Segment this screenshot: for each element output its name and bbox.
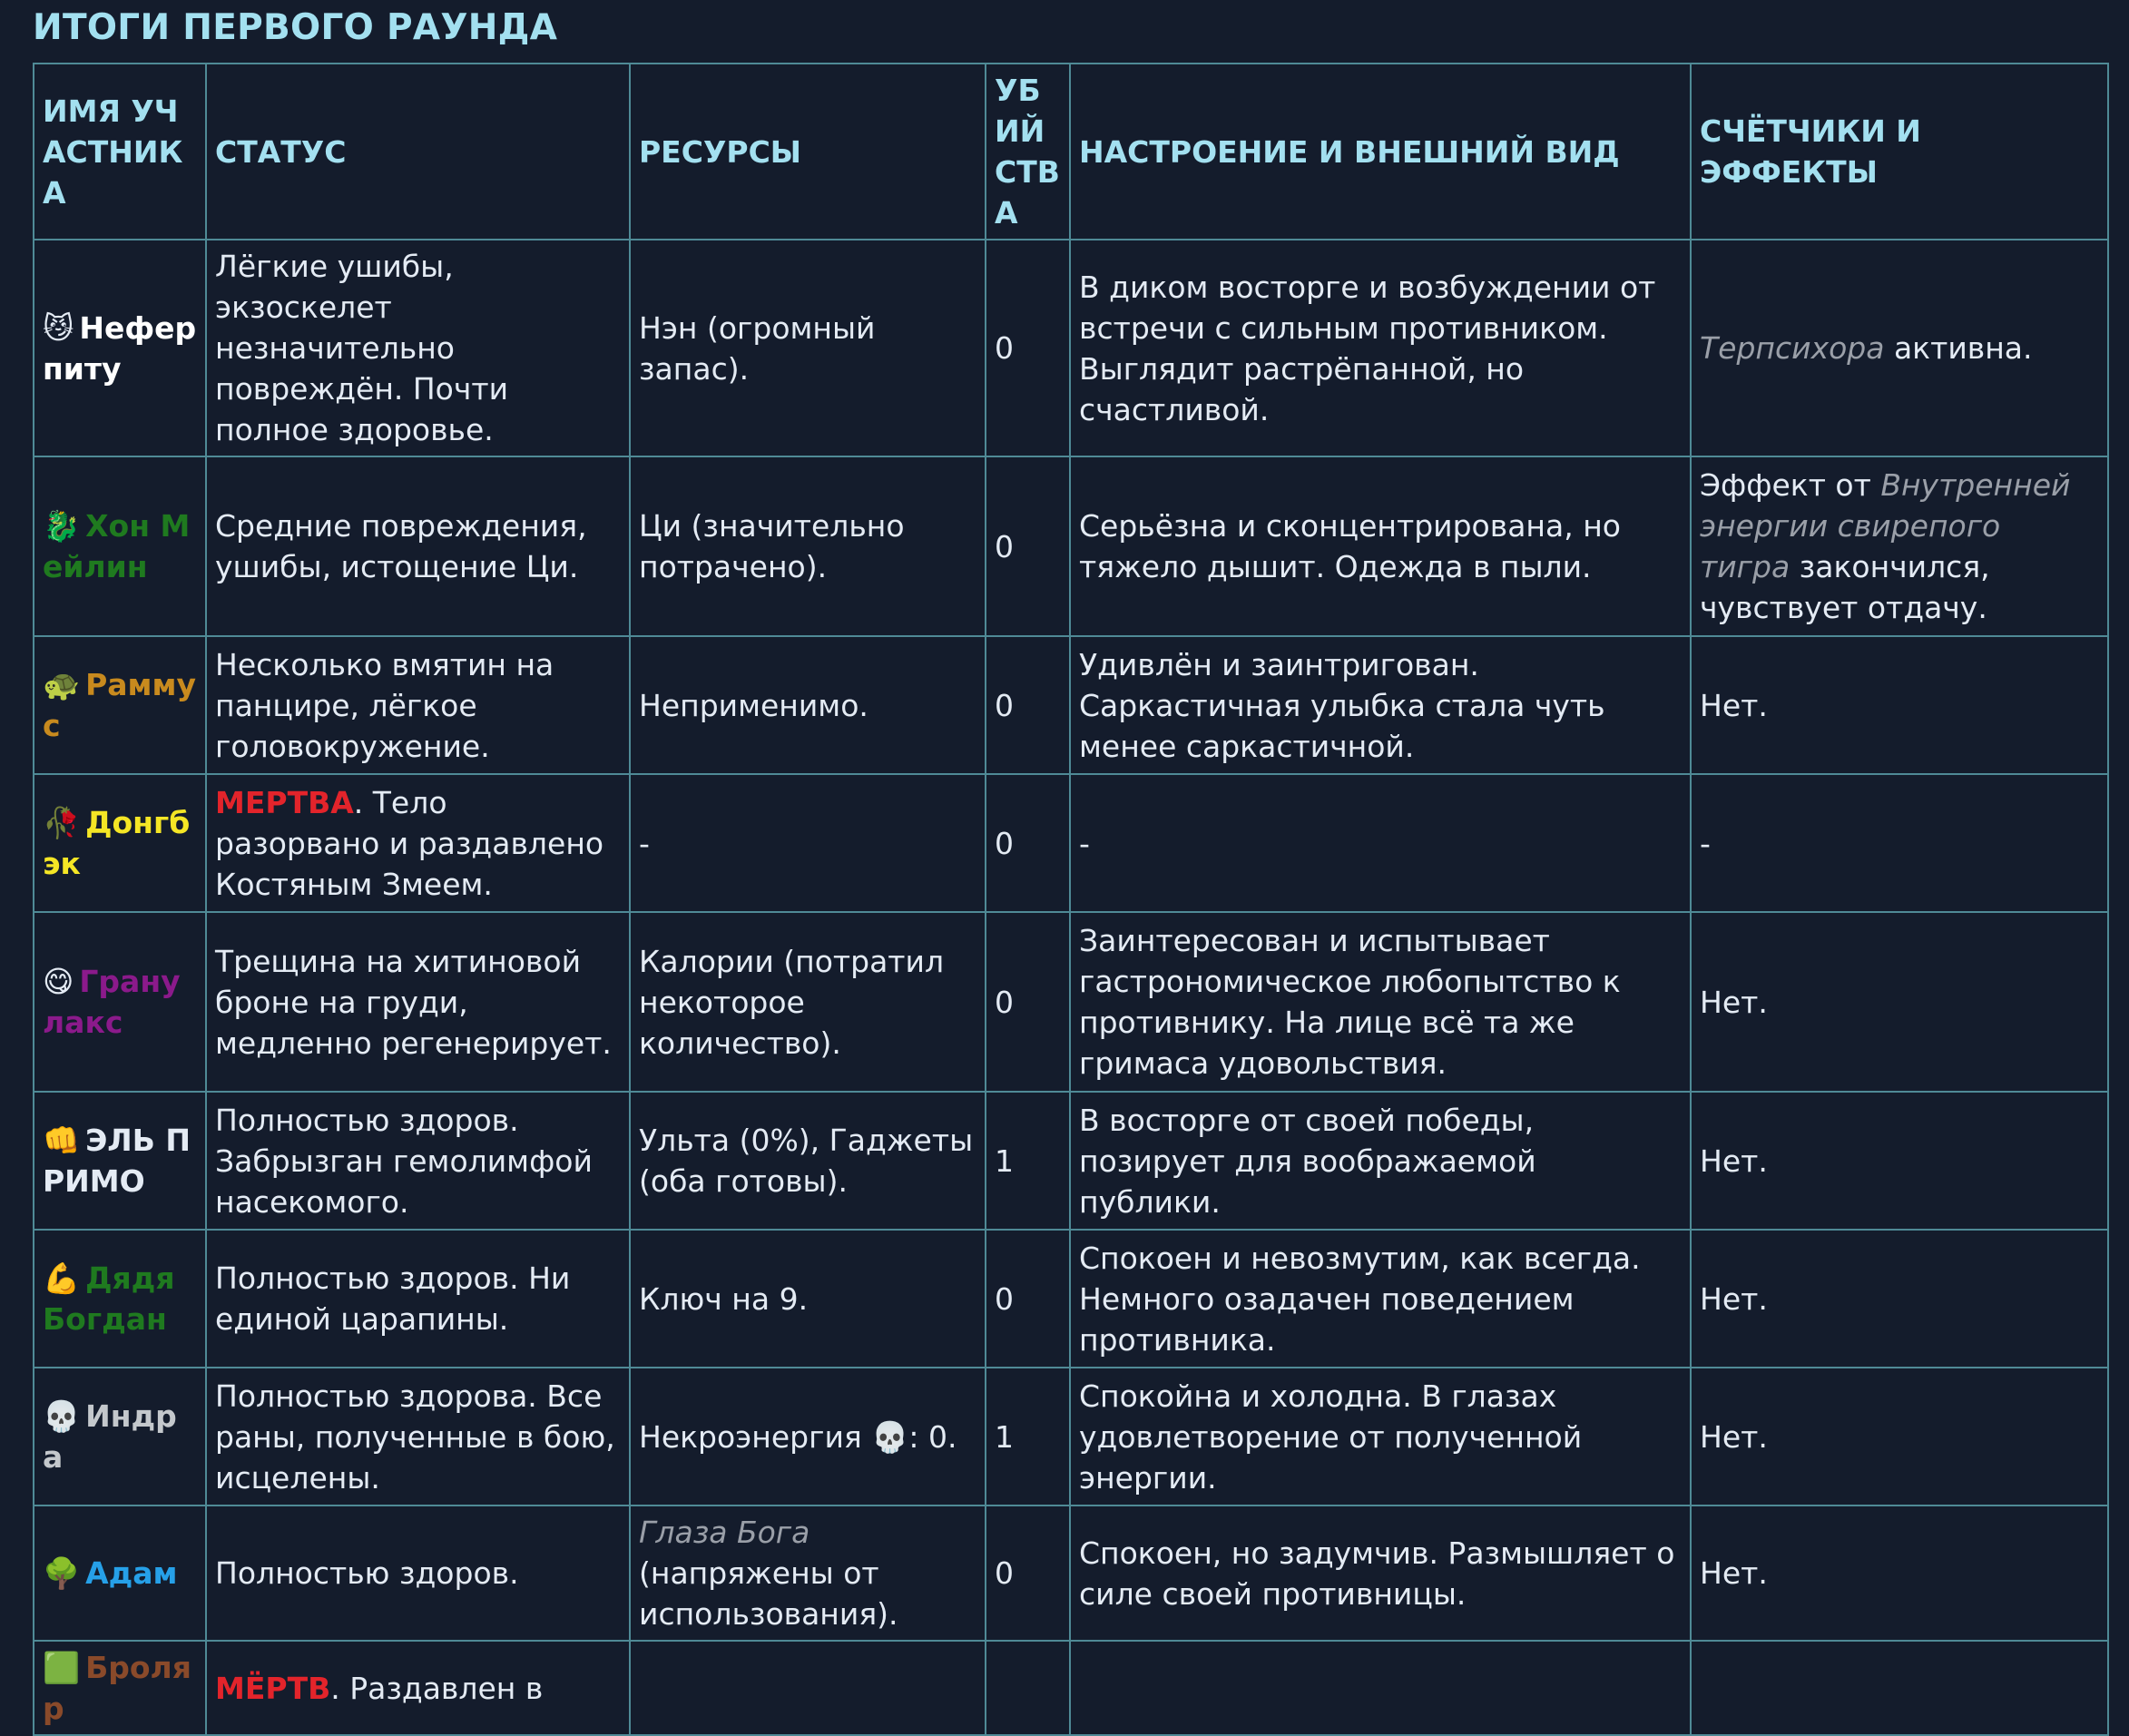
effects-cell (1691, 240, 2108, 456)
effect-text: закончился, чувствует отдачу. (1700, 549, 1990, 625)
resource-text: Ци (значительно потрачено). (639, 508, 905, 584)
status-text: Полностью здоров. Забрызган гемолимфой насекомого. (215, 1102, 593, 1220)
effect-text: Нет. (1700, 1280, 1768, 1317)
kills-value: 0 (995, 1555, 1014, 1591)
mood-text: В восторге от своей победы, позирует для воображаемой публики. (1079, 1102, 1536, 1220)
status-cell (206, 1368, 630, 1506)
kills-cell (986, 1092, 1070, 1230)
effect-name: Внутренней энергии свирепого тигра (1700, 467, 2071, 584)
effect-text: активна. (1884, 330, 2033, 366)
mood-text: В диком восторге и возбуждении от встречи с сильным противником. Выглядит растрёпанной, но счастливой. (1079, 269, 1656, 427)
kills-cell (986, 240, 1070, 456)
table-row (34, 1092, 2108, 1230)
mood-text: Спокоен, но задумчив. Размышляет о силе своей противницы. (1079, 1535, 1675, 1612)
kills-cell (986, 636, 1070, 774)
participant-name-cell (34, 774, 206, 912)
effects-cell (1691, 912, 2108, 1092)
participant-emoji-icon: 🐢 (43, 667, 81, 702)
kills-cell (986, 774, 1070, 912)
status-cell (206, 1092, 630, 1230)
dead-badge: МЕРТВА (215, 784, 354, 820)
mood-text: Заинтересован и испытывает гастрономическое любопытство к противнику. На лице всё та же гримаса удовольствия. (1079, 923, 1621, 1081)
effects-cell (1691, 774, 2108, 912)
mood-cell (1070, 1230, 1691, 1368)
table-row (34, 636, 2108, 774)
dead-badge: МЁРТВ (215, 1670, 331, 1706)
resource-name: Глаза Бога (639, 1515, 810, 1550)
mood-text: Серьёзна и сконцентрирована, но тяжело дышит. Одежда в пыли. (1079, 508, 1621, 584)
mood-cell (1070, 1641, 1691, 1735)
status-cell (206, 774, 630, 912)
participant-name-cell (34, 456, 206, 636)
resource-text: Нэн (огромный запас). (639, 309, 876, 387)
resources-cell (630, 774, 986, 912)
participant-name-cell (34, 1506, 206, 1641)
header-resources: РЕСУРСЫ (630, 64, 986, 240)
kills-cell (986, 912, 1070, 1092)
participant-emoji-icon: 🐉 (43, 508, 81, 544)
status-cell (206, 1506, 630, 1641)
kills-value: 0 (995, 528, 1014, 564)
participant-emoji-icon: 💪 (43, 1260, 81, 1296)
header-name: ИМЯ УЧАСТНИКА (34, 64, 206, 240)
resource-text: (напряжены от использования). (639, 1555, 898, 1632)
mood-cell (1070, 1368, 1691, 1506)
effects-cell (1691, 636, 2108, 774)
effects-cell (1691, 1092, 2108, 1230)
participant-name: Дядя Богдан (43, 1260, 175, 1337)
kills-value: 0 (995, 687, 1014, 723)
participant-emoji-icon: 👊 (43, 1123, 81, 1158)
participant-emoji-icon: 😋 (43, 964, 74, 999)
table-row (34, 240, 2108, 456)
resources-cell (630, 636, 986, 774)
table-row (34, 1368, 2108, 1506)
participant-name: Адам (85, 1555, 178, 1591)
status-text: Полностью здоров. Ни единой царапины. (215, 1260, 571, 1337)
mood-cell (1070, 240, 1691, 456)
mood-cell (1070, 636, 1691, 774)
resource-text: Неприменимо. (639, 687, 868, 723)
status-cell (206, 456, 630, 636)
status-text: Несколько вмятин на панцире, лёгкое головокружение. (215, 646, 554, 764)
kills-value: 0 (995, 984, 1014, 1020)
kills-value: 1 (995, 1143, 1014, 1179)
participant-name: Индра (43, 1398, 177, 1475)
mood-cell (1070, 1506, 1691, 1641)
kills-cell (986, 1506, 1070, 1641)
resource-text: - (639, 825, 650, 861)
resource-text: Ключ на 9. (639, 1280, 809, 1317)
participant-name: Раммус (43, 667, 197, 743)
participant-name: ЭЛЬ ПРИМО (43, 1123, 191, 1199)
participant-name: Донгбэк (43, 805, 191, 881)
kills-cell (986, 456, 1070, 636)
effect-text: Нет. (1700, 687, 1768, 723)
status-cell (206, 636, 630, 774)
mood-cell (1070, 456, 1691, 636)
participant-name: Броляр (43, 1650, 191, 1726)
mood-cell (1070, 774, 1691, 912)
resource-text: Некроэнергия 💀: 0. (639, 1418, 957, 1455)
participant-emoji-icon: 💀 (43, 1398, 81, 1434)
table-row (34, 774, 2108, 912)
table-row (34, 1506, 2108, 1641)
header-effects: СЧЁТЧИКИ И ЭФФЕКТЫ (1691, 64, 2108, 240)
mood-text: Спокоен и невозмутим, как всегда. Немного озадачен поведением противника. (1079, 1240, 1641, 1358)
resources-cell (630, 1641, 986, 1735)
status-text: Полностью здоров. (215, 1555, 519, 1591)
kills-cell (986, 1368, 1070, 1506)
resources-cell (630, 912, 986, 1092)
header-kills: УБИЙСТВА (986, 64, 1070, 240)
effects-cell (1691, 1506, 2108, 1641)
resource-text: Ульта (0%), Гаджеты (оба готовы). (639, 1123, 974, 1199)
kills-value: 0 (995, 825, 1014, 861)
participant-emoji-icon: 🟩 (43, 1650, 81, 1685)
resources-cell (630, 240, 986, 456)
participant-name-cell (34, 1092, 206, 1230)
header-status: СТАТУС (206, 64, 630, 240)
participant-name: Гранулакс (43, 964, 181, 1040)
table-row (34, 1230, 2108, 1368)
mood-cell (1070, 912, 1691, 1092)
resources-cell (630, 1506, 986, 1641)
effect-text: Нет. (1700, 1418, 1768, 1455)
status-text: . Раздавлен в (330, 1670, 544, 1706)
participant-name-cell (34, 1641, 206, 1735)
participant-name: Неферпиту (43, 309, 197, 387)
effects-cell (1691, 1368, 2108, 1506)
participant-emoji-icon: 😼 (43, 309, 74, 346)
status-text: . Тело разорвано и раздавлено Костяным Змеем. (215, 784, 604, 902)
header-row (34, 64, 2108, 240)
status-text: Трещина на хитиновой броне на груди, медленно регенерирует. (215, 943, 612, 1061)
mood-cell (1070, 1092, 1691, 1230)
participant-name: Хон Мейлин (43, 508, 191, 584)
effects-cell (1691, 1641, 2108, 1735)
kills-value: 0 (995, 330, 1014, 366)
participant-name-cell (34, 912, 206, 1092)
resources-cell (630, 1092, 986, 1230)
resources-cell (630, 1230, 986, 1368)
effect-text: Нет. (1700, 1555, 1768, 1591)
results-table (33, 63, 2109, 1736)
status-text: Средние повреждения, ушибы, истощение Ци. (215, 508, 587, 584)
effect-text: Нет. (1700, 984, 1768, 1020)
effect-text: - (1700, 825, 1711, 861)
mood-text: Спокойна и холодна. В глазах удовлетворение от полученной энергии. (1079, 1378, 1583, 1496)
status-cell (206, 1641, 630, 1735)
participant-name-cell (34, 1230, 206, 1368)
resource-text: Калории (потратил некоторое количество). (639, 943, 945, 1061)
effect-text: Нет. (1700, 1143, 1768, 1179)
participant-name-cell (34, 636, 206, 774)
resources-cell (630, 1368, 986, 1506)
kills-cell (986, 1230, 1070, 1368)
effect-name: Терпсихора (1700, 330, 1885, 366)
status-cell (206, 240, 630, 456)
status-cell (206, 912, 630, 1092)
header-mood: НАСТРОЕНИЕ И ВНЕШНИЙ ВИД (1070, 64, 1691, 240)
status-text: Полностью здорова. Все раны, полученные в бою, исцелены. (215, 1378, 615, 1496)
resources-cell (630, 456, 986, 636)
kills-cell (986, 1641, 1070, 1735)
table-row (34, 1641, 2108, 1735)
mood-text: Удивлён и заинтригован. Саркастичная улыбка стала чуть менее саркастичной. (1079, 646, 1605, 764)
page-title: ИТОГИ ПЕРВОГО РАУНДА (33, 7, 558, 48)
effects-cell (1691, 456, 2108, 636)
status-text: Лёгкие ушибы, экзоскелет незначительно повреждён. Почти полное здоровье. (215, 249, 509, 447)
participant-name-cell (34, 240, 206, 456)
table-row (34, 456, 2108, 636)
participant-emoji-icon: 🌳 (43, 1555, 81, 1591)
status-cell (206, 1230, 630, 1368)
kills-value: 1 (995, 1418, 1014, 1455)
kills-value: 0 (995, 1280, 1014, 1317)
participant-name-cell (34, 1368, 206, 1506)
effect-text: Эффект от (1700, 467, 1881, 503)
table-row (34, 912, 2108, 1092)
mood-text: - (1079, 825, 1090, 861)
participant-emoji-icon: 🥀 (43, 805, 81, 840)
effects-cell (1691, 1230, 2108, 1368)
